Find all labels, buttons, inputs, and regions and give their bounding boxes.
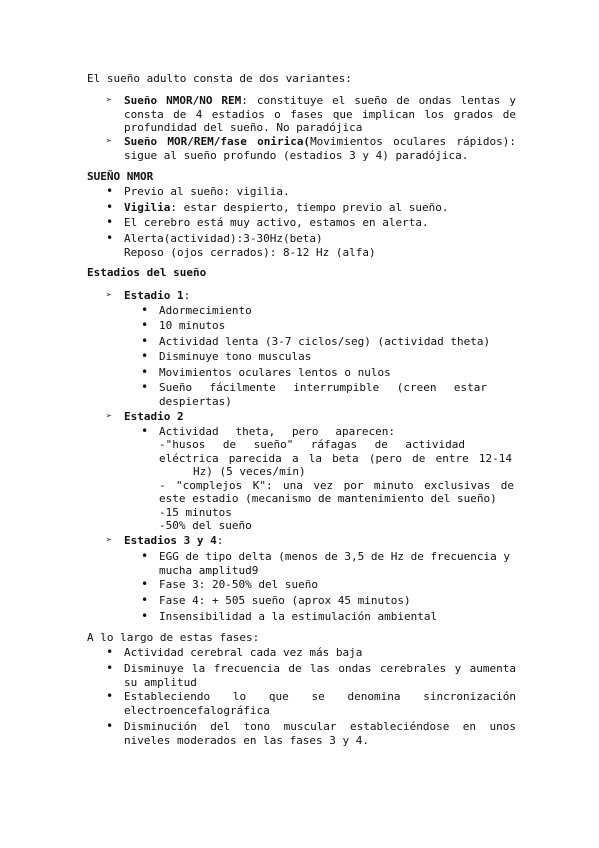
bullet-icon: • — [106, 719, 114, 733]
stage2-title: Estadio 2 — [124, 410, 184, 423]
stage1-item: 10 minutos — [159, 319, 226, 332]
bullet-icon: • — [106, 184, 114, 198]
arrow-bullet-icon: ➢ — [106, 535, 113, 546]
variant-nmor — [124, 94, 516, 135]
stage2-line: Actividad theta, pero aparecen: — [159, 425, 395, 438]
stage1-item: Movimientos oculares lentos o nulos — [159, 366, 391, 379]
fases-item: Estableciendo lo que se denomina sincronización electroencefalográfica — [124, 690, 516, 717]
stage34-item: Insensibilidad a la estimulación ambiental — [159, 610, 438, 623]
stage2-line: -"husos de sueño" ráfagas de actividad — [159, 438, 465, 451]
stage2-line: -15 minutos — [159, 506, 232, 519]
bullet-icon: • — [141, 609, 149, 623]
bullet-icon: • — [106, 231, 114, 245]
variant-rem — [124, 135, 516, 162]
nmor-item-reposo: Reposo (ojos cerrados): 8-12 Hz (alfa) — [124, 246, 376, 259]
section-heading-fases: A lo largo de estas fases: — [87, 631, 260, 644]
stage2-line: este estadio (mecanismo de mantenimiento del sueño) — [159, 492, 497, 505]
bullet-icon: • — [106, 661, 114, 675]
nmor-item-alerta: Alerta(actividad):3-30Hz(beta) — [124, 232, 323, 245]
bullet-icon: • — [141, 349, 149, 363]
stage34-item: Fase 3: 20-50% del sueño — [159, 578, 318, 591]
stage2-line: Hz) (5 veces/min) — [193, 465, 306, 478]
bullet-icon: • — [141, 424, 149, 438]
fases-item: Disminución del tono muscular estableciéndose en unos niveles moderados en las fases 3 y 4. — [124, 720, 516, 747]
bullet-icon: • — [106, 215, 114, 229]
variant-nmor-term: Sueño NMOR/NO REM — [124, 94, 242, 107]
stage34-item: EGG de tipo delta (menos de 3,5 de Hz de frecuencia y mucha amplitud9 — [159, 550, 510, 577]
stage1-item: Actividad lenta (3-7 ciclos/seg) (actividad theta) — [159, 335, 491, 348]
nmor-item-vigilia: Vigilia: estar despierto, tiempo previo al sueño. — [124, 201, 449, 214]
stage1-item: Adormecimiento — [159, 304, 252, 317]
intro-text: El sueño adulto consta de dos variantes: — [87, 72, 352, 85]
fases-item: Actividad cerebral cada vez más baja — [124, 646, 363, 659]
bullet-icon: • — [141, 334, 149, 348]
nmor-item-cerebro: El cerebro está muy activo, estamos en alerta. — [124, 216, 429, 229]
variant-nmor-desc: : constituye el sueño de ondas lentas y consta de 4 estadios o fases que implican los grados de profundidad del sueño. No paradójica — [124, 94, 516, 134]
bullet-icon: • — [141, 577, 149, 591]
fases-item: Disminuye la frecuencia de las ondas cerebrales y aumenta su amplitud — [124, 662, 516, 689]
nmor-item-previo: Previo al sueño: vigilia. — [124, 185, 290, 198]
bullet-icon: • — [141, 365, 149, 379]
variant-rem-term: Sueño MOR/REM/fase onirica( — [124, 135, 311, 148]
bullet-icon: • — [141, 318, 149, 332]
stage2-line: -50% del sueño — [159, 519, 252, 532]
stage34-title: Estadios 3 y 4: — [124, 534, 224, 547]
bullet-icon: • — [141, 380, 149, 394]
arrow-bullet-icon: ➢ — [106, 136, 113, 147]
stage1-title: Estadio 1: — [124, 289, 191, 302]
section-heading-nmor: SUEÑO NMOR — [87, 170, 154, 183]
stage1-item: Sueño fácilmente interrumpible (creen estar despiertas) — [159, 381, 487, 408]
bullet-icon: • — [106, 200, 114, 214]
bullet-icon: • — [106, 689, 114, 703]
stage2-line: - "complejos K": una vez por minuto exclusivas de — [159, 479, 514, 492]
bullet-icon: • — [141, 593, 149, 607]
arrow-bullet-icon: ➢ — [106, 95, 113, 106]
section-heading-estadios: Estadios del sueño — [87, 266, 207, 279]
stage2-line: eléctrica parecida a la beta (pero de entre 12-14 — [159, 452, 512, 465]
stage1-item: Disminuye tono musculas — [159, 350, 312, 363]
bullet-icon: • — [141, 303, 149, 317]
stage34-item: Fase 4: + 505 sueño (aprox 45 minutos) — [159, 594, 411, 607]
arrow-bullet-icon: ➢ — [106, 411, 113, 422]
arrow-bullet-icon: ➢ — [106, 290, 113, 301]
bullet-icon: • — [141, 549, 149, 563]
bullet-icon: • — [106, 645, 114, 659]
variant-rem-desc: Movimientos oculares rápidos): sigue al sueño profundo (estadios 3 y 4) paradójica. — [124, 135, 516, 162]
